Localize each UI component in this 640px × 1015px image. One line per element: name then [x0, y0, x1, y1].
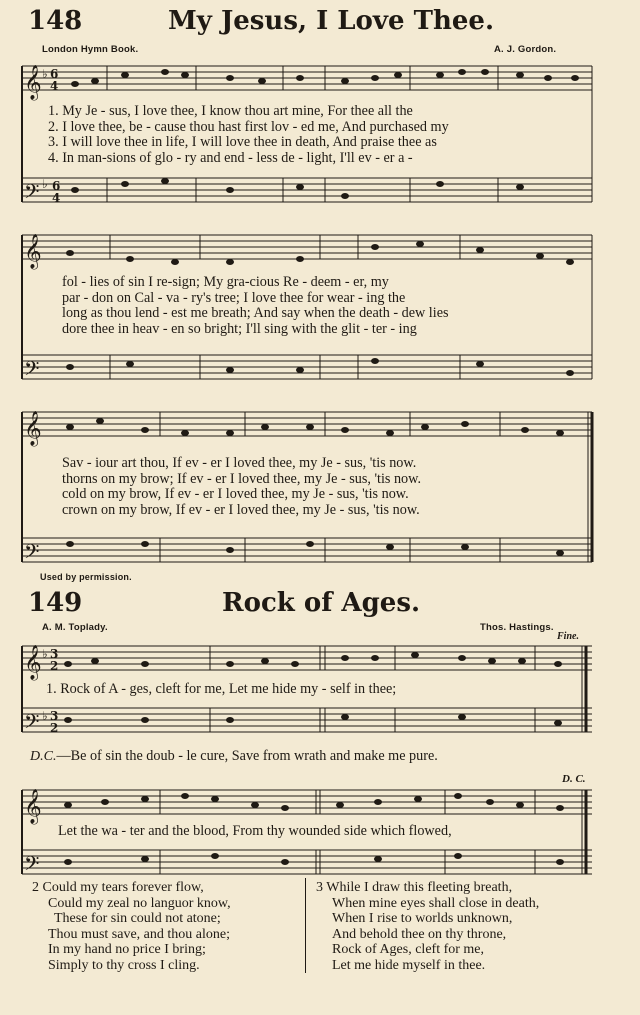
svg-text:𝄢: 𝄢 — [24, 852, 40, 880]
verse-line: Rock of Ages, cleft for me, — [332, 942, 485, 957]
svg-text:𝄞: 𝄞 — [24, 645, 42, 680]
svg-text:𝄞: 𝄞 — [24, 65, 42, 100]
verse-line: Simply to thy cross I cling. — [48, 957, 200, 973]
lyric-line: par - don on Cal - va - ry's tree; I love thee for wear - ing the — [62, 289, 406, 306]
svg-text:4: 4 — [50, 79, 59, 93]
svg-text:♭: ♭ — [42, 647, 48, 661]
verse-line: These for sin could not atone; — [54, 911, 221, 926]
verse-line: When mine eyes shall close in death, — [332, 895, 540, 911]
svg-text:𝄞: 𝄞 — [24, 234, 42, 269]
svg-text:3: 3 — [50, 647, 59, 661]
verse-line: 2 Could my tears forever flow, — [32, 880, 204, 895]
verse-2 — [32, 880, 231, 973]
hymn-149-line2 — [30, 749, 438, 765]
svg-text:6: 6 — [50, 67, 59, 81]
staff-148-2-treble — [22, 235, 592, 259]
lyric-line: 4. In man-sions of glo - ry and end - less de - light, I'll ev - er a - — [48, 149, 413, 166]
hymn-148-system2-lyrics — [62, 275, 449, 337]
verse-line: When I rise to worlds unknown, — [332, 911, 513, 926]
hymn-148-system1-lyrics — [48, 104, 449, 166]
staff-149-1-bass — [22, 708, 592, 732]
svg-text:𝄢: 𝄢 — [24, 710, 40, 738]
dc-marking: D. C. — [562, 773, 586, 785]
lyric-line: thorns on my brow; If ev - er I loved thee, my Je - sus, 'tis now. — [62, 470, 422, 487]
verse-line: Thou must save, and thou alone; — [48, 926, 230, 942]
lyric-line: long as thou lend - est me breath; And say when the death - dew lies — [62, 305, 449, 321]
staff-148-2-bass — [22, 355, 592, 379]
lyric-line: 3. I will love thee in life, I will love thee in death, And praise thee as — [48, 134, 437, 150]
svg-text:𝄢: 𝄢 — [24, 357, 40, 385]
lyric-line: dore thee in heav - en so bright; I'll sing with the glit - ter - ing — [62, 320, 417, 337]
lyric-line: fol - lies of sin I re-sign; My gra-cious Re - deem - er, my — [62, 274, 389, 290]
svg-text:3: 3 — [50, 709, 59, 723]
column-divider — [305, 878, 306, 973]
lyric-line: Sav - iour art thou, If ev - er I loved thee, my Je - sus, 'tis now. — [62, 455, 417, 471]
svg-text:6: 6 — [52, 179, 61, 193]
verse-line: Let me hide myself in thee. — [332, 957, 486, 973]
lyric-line: 2. I love thee, be - cause thou hast first lov - ed me, And purchased my — [48, 118, 449, 135]
lyric-line: crown on my brow, If ev - er I loved thee, my Je - sus, 'tis now. — [62, 501, 420, 518]
permission-note: Used by permission. — [40, 572, 132, 582]
hymn-149-composer: Thos. Hastings. — [480, 622, 554, 633]
svg-text:𝄞: 𝄞 — [24, 411, 42, 446]
svg-text:2: 2 — [50, 721, 59, 735]
dc-prefix: D.C. — [30, 749, 57, 764]
hymn-148-title: My Jesus, I Love Thee. — [168, 6, 494, 36]
svg-text:𝄞: 𝄞 — [24, 789, 42, 824]
hymn-148-system3-lyrics — [62, 456, 421, 518]
hymn-149-number: 149 — [28, 588, 83, 618]
svg-text:𝄢: 𝄢 — [24, 540, 40, 568]
hymn-149-line3: Let the wa - ter and the blood, From thy wounded side which flowed, — [58, 823, 452, 839]
staff-149-1-treble — [22, 646, 592, 670]
staff-149-2-bass — [22, 850, 592, 874]
verse-line: And behold thee on thy throne, — [332, 926, 507, 942]
dc-lyrics: —Be of sin the doub - le cure, Save from wrath and make me pure. — [56, 748, 438, 764]
staff-148-3-treble — [22, 412, 592, 436]
svg-text:♭: ♭ — [42, 177, 48, 191]
hymn-149-title: Rock of Ages. — [222, 588, 421, 618]
svg-text:4: 4 — [52, 191, 61, 205]
hymn-148-source: London Hymn Book. — [42, 44, 139, 55]
verse-line: 3 While I draw this fleeting breath, — [316, 880, 513, 895]
hymn-149-line1: 1. Rock of A - ges, cleft for me, Let me hide my - self in thee; — [46, 681, 397, 697]
svg-text:♭: ♭ — [42, 709, 48, 723]
verse-line: Could my zeal no languor know, — [48, 895, 231, 911]
verse-line: In my hand no price I bring; — [48, 942, 206, 957]
hymn-148-composer: A. J. Gordon. — [494, 44, 557, 55]
staff-148-3-bass — [22, 538, 592, 562]
svg-text:𝄢: 𝄢 — [24, 180, 40, 208]
fine-marking: Fine. — [557, 631, 579, 642]
hymn-149-author: A. M. Toplady. — [42, 622, 108, 633]
svg-text:♭: ♭ — [42, 67, 48, 81]
lyric-line: cold on my brow, If ev - er I loved thee, my Je - sus, 'tis now. — [62, 486, 409, 502]
lyric-line: 1. My Je - sus, I love thee, I know thou art mine, For thee all the — [48, 103, 413, 119]
hymn-148-number: 148 — [28, 6, 83, 36]
verse-3 — [316, 880, 539, 973]
svg-text:2: 2 — [50, 659, 59, 673]
